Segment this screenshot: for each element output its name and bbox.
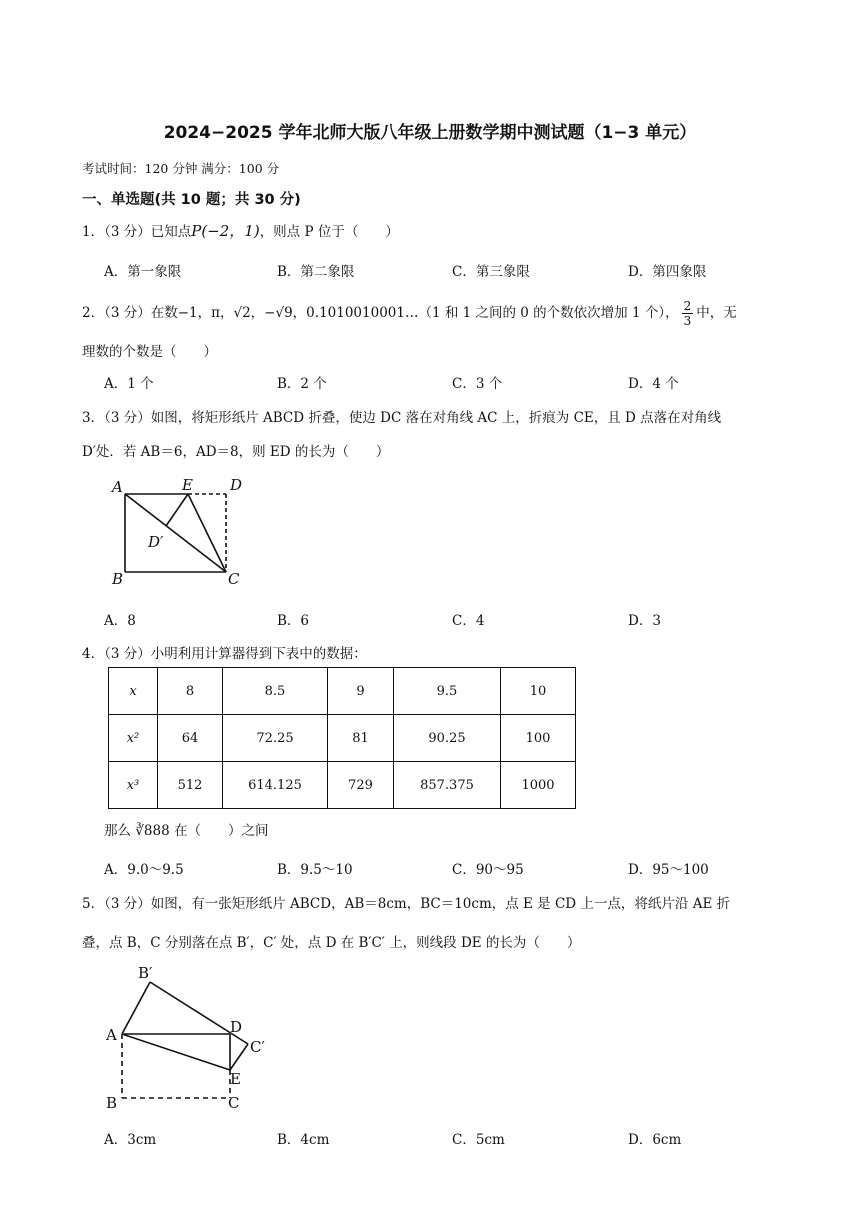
q2-option-d[interactable]: D．4 个 bbox=[628, 376, 679, 392]
q5-segment-ab-prime bbox=[122, 982, 150, 1034]
table-cell: 10 bbox=[501, 668, 576, 715]
q1-prefix: 1．（3 分）已知点 bbox=[82, 224, 192, 240]
q3-label-d: D bbox=[230, 476, 243, 494]
q5-label-b-prime: B′ bbox=[138, 964, 153, 982]
table-row bbox=[109, 668, 576, 715]
q2-line1a: 2．（3 分）在数−1，π，√2，−√9，0.1010010001…（1 和 1 之间的 0 的个数依次增加 1 个）， bbox=[82, 305, 679, 321]
q3-label-b: B bbox=[112, 570, 124, 588]
q5-crease-ae bbox=[122, 1034, 230, 1070]
q2-option-b[interactable]: B．2 个 bbox=[277, 376, 327, 392]
q5-option-c[interactable]: C．5cm bbox=[452, 1132, 505, 1148]
q3-option-c[interactable]: C．4 bbox=[452, 613, 485, 629]
table-cell: 8 bbox=[158, 668, 223, 715]
q5-label-a: A bbox=[106, 1026, 117, 1044]
question-2 bbox=[82, 300, 737, 327]
q3-label-d-prime: D′ bbox=[148, 533, 164, 551]
table-cell: 9.5 bbox=[394, 668, 501, 715]
q4-line1: 4．（3 分）小明利用计算器得到下表中的数据： bbox=[82, 646, 367, 662]
q4-option-c[interactable]: C．90～95 bbox=[452, 862, 524, 878]
q2-option-c[interactable]: C．3 个 bbox=[452, 376, 503, 392]
q5-option-b[interactable]: B．4cm bbox=[277, 1132, 330, 1148]
q5-label-c-prime: C′ bbox=[250, 1038, 265, 1056]
q5-option-a[interactable]: A．3cm bbox=[104, 1132, 157, 1148]
q3-crease-ce bbox=[188, 494, 226, 572]
q3-option-a[interactable]: A．8 bbox=[104, 613, 136, 629]
table-cell: 857.375 bbox=[394, 762, 501, 809]
table-cell: 1000 bbox=[501, 762, 576, 809]
q5-segment-ec-prime bbox=[230, 1044, 248, 1070]
table-cell: 512 bbox=[158, 762, 223, 809]
table-row-head: x² bbox=[109, 715, 158, 762]
q3-diagonal-ac bbox=[125, 494, 226, 572]
table-cell: 8.5 bbox=[223, 668, 328, 715]
q3-option-d[interactable]: D．3 bbox=[628, 613, 661, 629]
q3-line2: D′处．若 AB＝6，AD＝8，则 ED 的长为（ ） bbox=[82, 444, 390, 460]
table-row bbox=[109, 762, 576, 809]
q4-option-a[interactable]: A．9.0～9.5 bbox=[104, 862, 184, 878]
table-cell: 72.25 bbox=[223, 715, 328, 762]
q1-option-b[interactable]: B．第二象限 bbox=[277, 264, 355, 280]
q2-fraction bbox=[682, 300, 694, 327]
table-cell: 64 bbox=[158, 715, 223, 762]
table-cell: 614.125 bbox=[223, 762, 328, 809]
table-row-head: x bbox=[109, 668, 158, 715]
page-title: 2024−2025 学年北师大版八年级上册数学期中测试题（1−3 单元） bbox=[163, 123, 697, 143]
q2-line2: 理数的个数是（ ） bbox=[82, 344, 217, 360]
q2-option-a[interactable]: A．1 个 bbox=[104, 376, 154, 392]
exam-info: 考试时间：120 分钟 满分：100 分 bbox=[82, 161, 280, 176]
q5-line2: 叠，点 B，C 分别落在点 B′，C′ 处，点 D 在 B′C′ 上，则线段 DE 的长为（ ） bbox=[82, 935, 581, 951]
q5-label-d: D bbox=[230, 1018, 243, 1036]
q1-option-a[interactable]: A．第一象限 bbox=[104, 264, 182, 280]
q5-option-d[interactable]: D．6cm bbox=[628, 1132, 682, 1148]
q3-label-c: C bbox=[228, 570, 240, 588]
q5-figure bbox=[100, 962, 280, 1112]
table-row-head: x³ bbox=[109, 762, 158, 809]
table-cell: 100 bbox=[501, 715, 576, 762]
table-row bbox=[109, 715, 576, 762]
q3-label-a: A bbox=[112, 478, 123, 496]
q4-line2: 那么 ∛888 在（ ）之间 bbox=[104, 823, 269, 839]
table-cell: 81 bbox=[328, 715, 394, 762]
q3-line1: 3．（3 分）如图，将矩形纸片 ABCD 折叠，使边 DC 落在对角线 AC 上，折痕为 CE，且 D 点落在对角线 bbox=[82, 410, 722, 426]
q1-suffix: ，则点 P 位于（ ） bbox=[259, 224, 399, 240]
q4-data-table bbox=[108, 667, 576, 809]
table-cell: 729 bbox=[328, 762, 394, 809]
q2-frac-num: 2 bbox=[683, 299, 692, 313]
question-1 bbox=[82, 220, 399, 241]
q5-label-e: E bbox=[230, 1070, 241, 1088]
q3-segment-ed-prime bbox=[166, 494, 188, 526]
q1-option-c[interactable]: C．第三象限 bbox=[452, 264, 530, 280]
table-cell: 9 bbox=[328, 668, 394, 715]
q5-label-c: C bbox=[228, 1094, 240, 1112]
q3-option-b[interactable]: B．6 bbox=[277, 613, 310, 629]
q5-line1: 5．（3 分）如图，有一张矩形纸片 ABCD，AB＝8cm，BC＝10cm，点 E 是 CD 上一点，将纸片沿 AE 折 bbox=[82, 896, 731, 912]
table-cell: 90.25 bbox=[394, 715, 501, 762]
q2-frac-den: 3 bbox=[683, 314, 692, 328]
q4-option-b[interactable]: B．9.5～10 bbox=[277, 862, 353, 878]
q1-point: P(−2，1) bbox=[191, 222, 260, 240]
q3-label-e: E bbox=[182, 476, 193, 494]
section-heading: 一、单选题(共 10 题；共 30 分) bbox=[82, 192, 301, 208]
q4-option-d[interactable]: D．95～100 bbox=[628, 862, 709, 878]
q2-line1b: 中，无 bbox=[696, 305, 737, 321]
q1-option-d[interactable]: D．第四象限 bbox=[628, 264, 707, 280]
q5-label-b: B bbox=[106, 1094, 118, 1112]
q3-figure bbox=[100, 470, 260, 590]
